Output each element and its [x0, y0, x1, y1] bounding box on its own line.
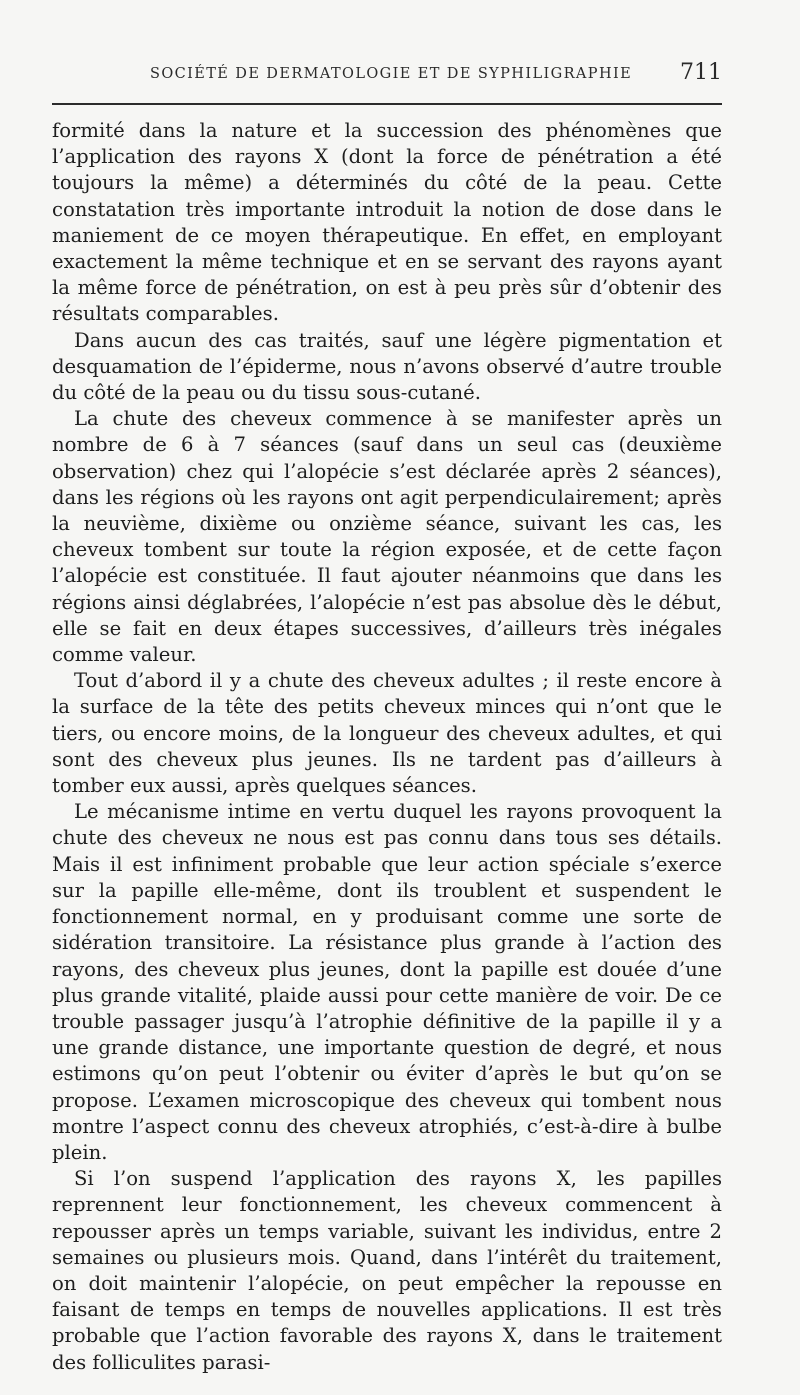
- page-header: [52, 58, 722, 92]
- paragraph: Si l’on suspend l’application des rayons X, les papilles reprennent leur fonctionnement, les cheveux commencent à repousser après un temps variable, suivant les individus, entre 2 semaines ou plusieurs mois. Quand, dans l’intérêt du traitement, on doit maintenir l’alopécie, on peut empêcher la repousse en faisant de temps en temps de nouvelles applications. Il est très probable que l’action favorable des rayons X, dans le traitement des folliculites parasi-: [52, 1167, 722, 1374]
- paragraph: formité dans la nature et la succession des phénomènes que l’application des rayons X (dont la force de pénétration a été toujours la même) a déterminés du côté de la peau. Cette constatation très importante introduit la notion de dose dans le maniement de ce moyen thérapeutique. En effet, en employant exactement la même technique et en se servant des rayons ayant la même force de pénétration, on est à peu près sûr d’obtenir des résultats comparables.: [52, 119, 722, 326]
- paragraph: Dans aucun des cas traités, sauf une légère pigmentation et desquamation de l’épiderme, nous n’avons observé d’autre trouble du côté de la peau ou du tissu sous-cutané.: [52, 328, 722, 405]
- paragraph: Le mécanisme intime en vertu duquel les rayons provoquent la chute des cheveux ne nous est pas connu dans tous ses détails. Mais il est infiniment probable que leur action spéciale s’exerce sur la papille elle-même, dont ils troublent et suspendent le fonctionnement normal, en y produisant comme une sorte de sidération transitoire. La résistance plus grande à l’action des rayons, des cheveux plus jeunes, dont la papille est douée d’une plus grande vitalité, plaide aussi pour cette manière de voir. De ce trouble passager jusqu’à l’atrophie définitive de la papille il y a une grande distance, une importante question de degré, et nous estimons qu’on peut l’obtenir ou éviter d’après le but qu’on se propose. L’examen microscopique des cheveux qui tombent nous montre l’aspect connu des cheveux atrophiés, c’est-à-dire à bulbe plein.: [52, 800, 722, 1164]
- paragraph: La chute des cheveux commence à se manifester après un nombre de 6 à 7 séances (sauf dans un seul cas (deuxième observation) chez qui l’alopécie s’est déclarée après 2 séances), dans les régions où les rayons ont agit perpendiculairement; après la neuvième, dixième ou onzième séance, suivant les cas, les cheveux tombent sur toute la région exposée, et de cette façon l’alopécie est constituée. Il faut ajouter néanmoins que dans les régions ainsi déglabrées, l’alopécie n’est pas absolue dès le début, elle se fait en deux étapes successives, d’ailleurs très inégales comme valeur.: [52, 407, 722, 667]
- running-head: SOCIÉTÉ DE DERMATOLOGIE ET DE SYPHILIGRAPHIE: [150, 66, 633, 82]
- header-rule: [52, 103, 722, 105]
- page-number: 711: [680, 60, 722, 85]
- paragraph: Tout d’abord il y a chute des cheveux adultes ; il reste encore à la surface de la tête des petits cheveux minces qui n’ont que le tiers, ou encore moins, de la longueur des cheveux adultes, et qui sont des cheveux plus jeunes. Ils ne tardent pas d’ailleurs à tomber eux aussi, après quelques séances.: [52, 669, 722, 798]
- body-text: [52, 118, 722, 1376]
